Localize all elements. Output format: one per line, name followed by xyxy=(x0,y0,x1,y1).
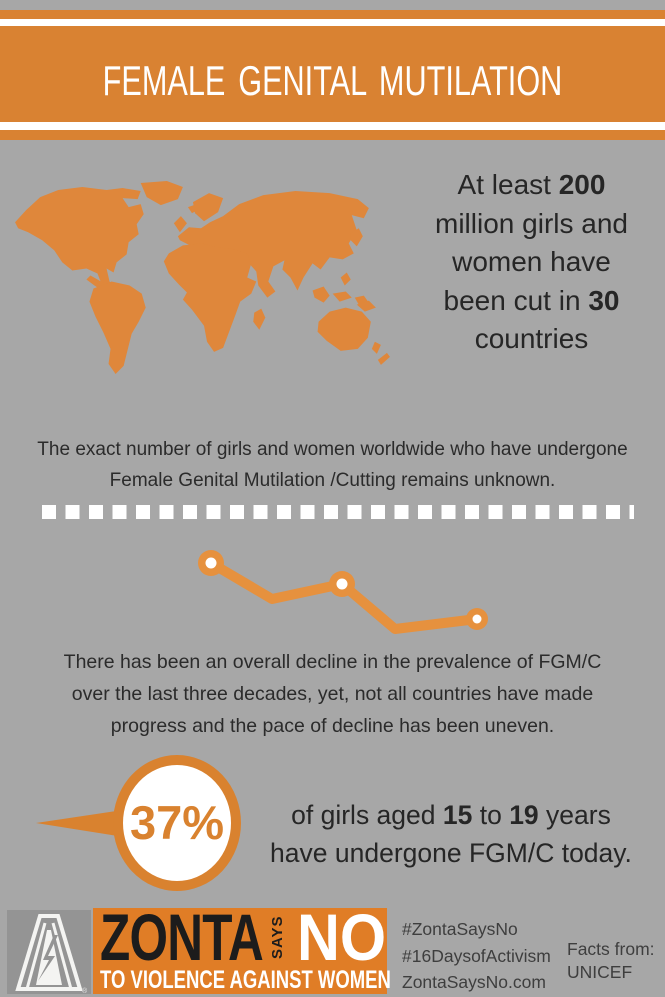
paragraph-unknown-number: The exact number of girls and women worldwide who have undergone Female Genital Mutilation /Cutting remains unknown. xyxy=(37,439,628,491)
stat-37-text: of girls aged 15 to 19 years have undergone FGM/C today. xyxy=(270,800,632,868)
dashed-divider xyxy=(42,505,634,519)
banner-tagline: TO VIOLENCE AGAINST WOMEN xyxy=(100,966,391,994)
paragraph-decline: There has been an overall decline in the prevalence of FGM/C over the last three decades, yet, not all countries have made progress and the pace of decline has been uneven. xyxy=(63,651,602,737)
hashtag-list xyxy=(402,916,551,996)
facts-source-name: UNICEF xyxy=(567,962,633,982)
facts-source xyxy=(567,938,655,984)
stat-200-million: At least 200 million girls and women have been cut in 30 countries xyxy=(435,169,628,354)
header-band xyxy=(0,10,665,140)
facts-from-label: Facts from: xyxy=(567,939,655,959)
stat-37-percent: 37% xyxy=(129,796,225,849)
page-title: FEMALE GENITAL MUTILATION xyxy=(102,57,563,104)
banner-says-text: SAYS xyxy=(269,915,286,960)
decline-line-chart-graphic xyxy=(150,545,490,645)
hashtag-item: #16DaysofActivism xyxy=(402,945,551,966)
hashtag-item: #ZontaSaysNo xyxy=(402,919,518,939)
registered-mark: ® xyxy=(82,988,88,994)
banner-zonta-text: ZONTA xyxy=(100,900,264,974)
header-stripe-bottom xyxy=(0,122,665,130)
zonta-logo xyxy=(7,910,91,994)
zonta-says-no-banner xyxy=(93,900,391,994)
world-map-graphic xyxy=(10,180,392,381)
banner-no-text: NO xyxy=(297,900,387,974)
website-text: ZontaSaysNo.com xyxy=(402,972,546,992)
header-stripe-top xyxy=(0,19,665,26)
